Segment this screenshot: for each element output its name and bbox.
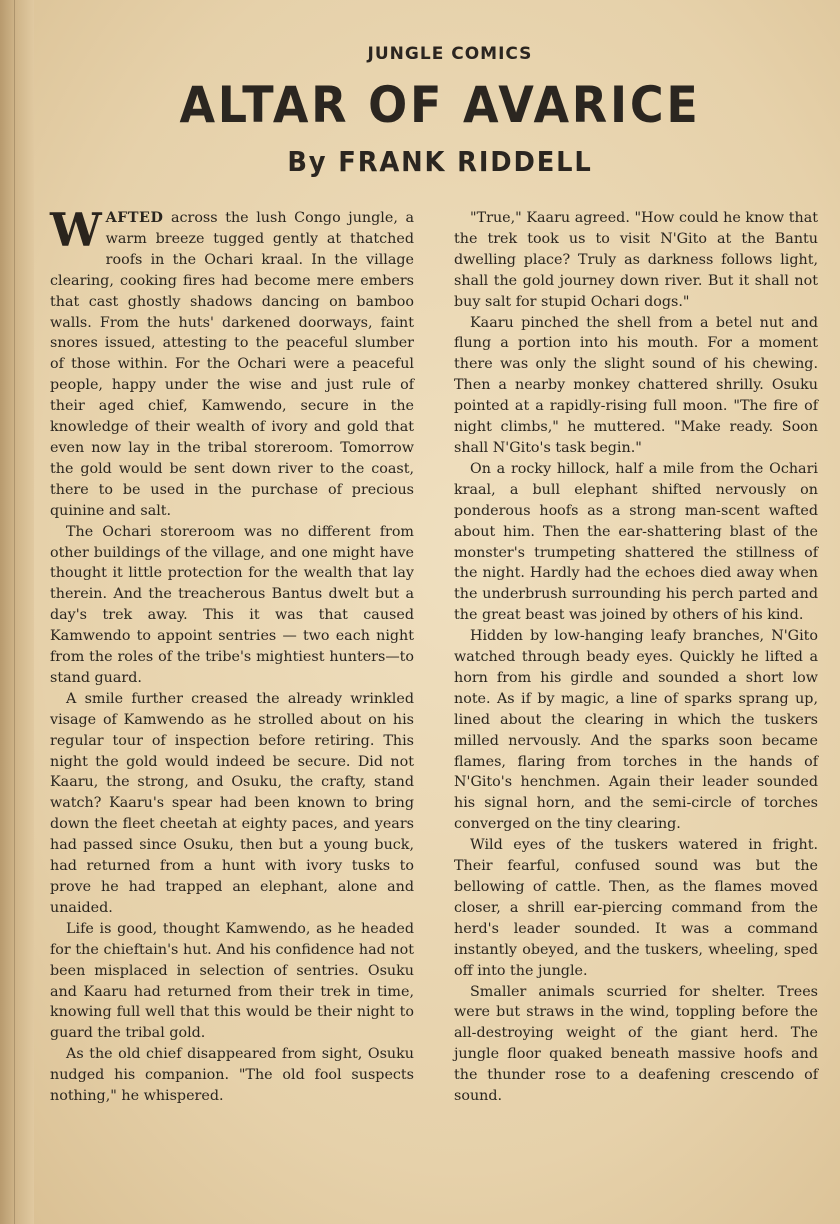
story-byline: By FRANK RIDDELL [287, 145, 593, 178]
lead-word: AFTED [105, 210, 164, 226]
paragraph: Smaller animals scurried for shelter. Trees were but straws in the wind, toppling before the all-destroying weight of the giant herd. The jungle floor quaked beneath massive hoofs and the thunder rose to a deafening crescendo of sound. [454, 983, 818, 1105]
paragraph: Hidden by low-hanging leafy branches, N'Gito watched through beady eyes. Quickly he lifted a horn from his girdle and sounded a short low note. As if by magic, a line of sparks sprang up, lined about the clearing in which the tuskers milled nervously. And the sparks soon became flames, flaring from torches in the hands of N'Gito's henchmen. Again their leader sounded his signal horn, and the semi-circle of torches converged on the tiny clearing. [454, 628, 818, 833]
paragraph: As the old chief disappeared from sight, Osuku nudged his companion. "The old fool suspects nothing," he whispered. [50, 1046, 414, 1105]
paragraph-text: across the lush Congo jungle, a warm breeze tugged gently at thatched roofs in the Ochari kraal. In the village clearing, cooking fires had become mere embers that cast ghostly shadows dancing on bamboo walls. From the huts' darkened doorways, faint snores issued, attesting to the peaceful slumber of those within. For the Ochari were a peaceful people, happy under the wise and just rule of their aged chief, Kamwendo, secure in the knowledge of their wealth of ivory and gold that even now lay in the tribal storeroom. Tomorrow the gold would be sent down river to the coast, there to be used in the purchase of precious quinine and salt. [50, 210, 414, 519]
page-spine-edge [0, 0, 34, 1224]
paragraph: Wild eyes of the tuskers watered in fright. Their fearful, confused sound was but the bellowing of cattle. Then, as the flames moved closer, a shrill ear-piercing command from the herd's leader sounded. It was a command instantly obeyed, and the tuskers, wheeling, sped off into the jungle. [454, 837, 818, 979]
story-title: ALTAR OF AVARICE [179, 76, 701, 134]
magazine-header: JUNGLE COMICS [367, 44, 533, 64]
right-text-column [454, 208, 818, 1107]
paragraph: The Ochari storeroom was no different from other buildings of the village, and one might have thought it little protection for the wealth that lay therein. And the treacherous Bantus dwelt but a day's trek away. This it was that caused Kamwendo to appoint sentries — two each night from the roles of the tribe's mightiest hunters—to stand guard. [50, 523, 414, 686]
paragraph [50, 203, 414, 522]
paragraph: Kaaru pinched the shell from a betel nut and flung a portion into his mouth. For a moment there was only the slight sound of his chewing. Then a nearby monkey chattered shrilly. Osuku pointed at a rapidly-rising full moon. "The fire of night climbs," he muttered. "Make ready. Soon shall N'Gito's task begin." [454, 314, 818, 456]
drop-cap: W [50, 203, 102, 257]
spine-fold-line [14, 0, 15, 1224]
paragraph: Life is good, thought Kamwendo, as he headed for the chieftain's hut. And his confidence had not been misplaced in selection of sentries. Osuku and Kaaru had returned from their trek in time, knowing full well that this would be their night to guard the tribal gold. [50, 920, 414, 1042]
paragraph: On a rocky hillock, half a mile from the Ochari kraal, a bull elephant shifted nervously on ponderous hoofs as a strong man-scent wafted about him. Then the ear-shattering blast of the monster's trumpeting shattered the stillness of the night. Hardly had the echoes died away when the underbrush surrounding his perch parted and the great beast was joined by others of his kind. [454, 460, 818, 624]
paragraph: A smile further creased the already wrinkled visage of Kamwendo as he strolled about on his regular tour of inspection before retiring. This night the gold would indeed be secure. Did not Kaaru, the strong, and Osuku, the crafty, stand watch? Kaaru's spear had been known to bring down the fleet cheetah at eighty paces, and years had passed since Osuku, then but a young buck, had returned from a hunt with ivory tusks to prove he had trapped an elephant, alone and unaided. [50, 690, 414, 916]
paragraph: "True," Kaaru agreed. "How could he know that the trek took us to visit N'Gito at the Bantu dwelling place? Truly as darkness follows light, shall the gold journey down river. But it shall not buy salt for stupid Ochari dogs." [454, 210, 818, 310]
left-text-column [50, 203, 414, 1107]
